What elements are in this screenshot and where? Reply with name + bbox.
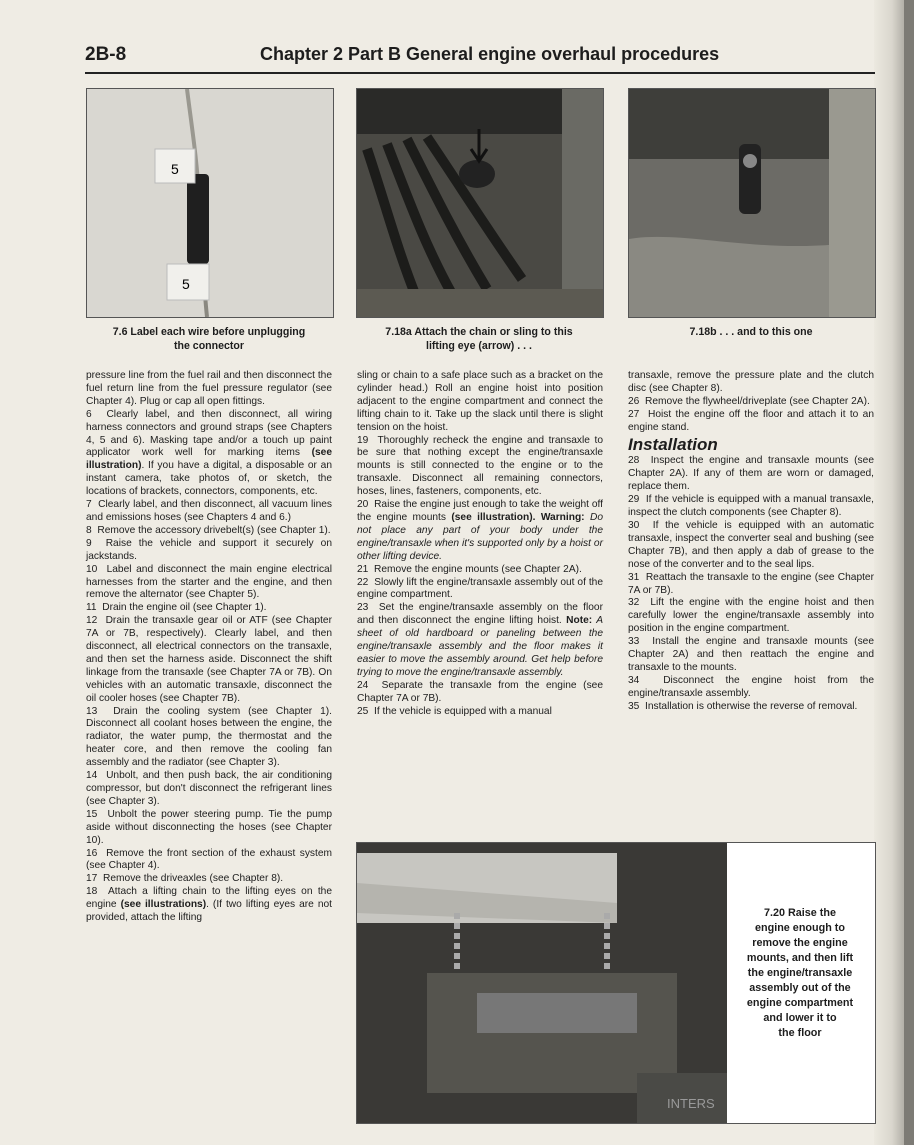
- step-number: 20: [357, 499, 369, 511]
- paragraph: [628, 409, 874, 435]
- step-number: 9: [86, 537, 92, 549]
- step-number: 23: [357, 602, 369, 614]
- paragraph: [628, 636, 874, 675]
- paragraph: [86, 770, 332, 809]
- caption-line: engine enough to: [755, 922, 845, 934]
- paragraph: [357, 602, 603, 679]
- step-number: 27: [628, 408, 640, 420]
- step-number: 16: [86, 847, 98, 859]
- step-number: 33: [628, 636, 640, 648]
- paragraph: [357, 435, 603, 500]
- figure-7-18b-caption: 7.18b . . . and to this one: [689, 326, 813, 338]
- caption-line: mounts, and then lift: [746, 952, 854, 964]
- caption-line: remove the engine: [752, 937, 848, 949]
- step-number: 8: [86, 524, 92, 536]
- header-rule: [85, 72, 875, 74]
- paragraph: [86, 499, 332, 525]
- figure-7-18b-photo: [628, 88, 876, 318]
- caption-line: assembly out of the: [749, 982, 851, 994]
- text-column-right: [628, 370, 874, 714]
- right-column-removal-steps: [628, 370, 874, 435]
- paragraph: [357, 577, 603, 603]
- step-text-continued: . (If two lifting eyes are not provided, attach the lifting: [86, 899, 332, 924]
- step-number: 17: [86, 873, 98, 885]
- step-text: Disconnect the engine hoist from the engine/transaxle assembly.: [628, 674, 874, 699]
- step-text: Inspect the engine and transaxle mounts (see Chapter 2A). If any of them are worn or damaged, replace them.: [628, 455, 874, 493]
- step-number: 19: [357, 434, 369, 446]
- step-text: If the vehicle is equipped with a manual transaxle, inspect the clutch components (see Chapter 8).: [628, 494, 874, 519]
- step-text: Clearly label, and then disconnect, all wiring harness connectors and ground straps (see Chapters 4, 5 and 6). Masking tape and/or a touch up paint applicator work well for marking items: [86, 408, 332, 459]
- step-text: Install the engine and transaxle mounts (see Chapter 2A) and then reattach the engine and transaxle to the mounts.: [628, 636, 874, 673]
- step-text: Separate the transaxle from the engine (see Chapter 7A or 7B).: [357, 679, 603, 704]
- step-number: 28: [628, 455, 640, 467]
- paragraph: [628, 701, 874, 714]
- step-italic-text: Do not place any part of your body under the engine/transaxle when it's supported only by a hoist or other lifting device.: [357, 511, 603, 562]
- step-number: 35: [628, 700, 640, 712]
- step-number: 25: [357, 705, 369, 717]
- step-text: Attach a lifting chain to the lifting eyes on the engine: [86, 886, 332, 911]
- step-text-continued: . If you have a digital, a disposable or an instant camera, take photos of, or sketch, the locations of brackets, connectors, components, etc.: [86, 460, 332, 498]
- step-text: Remove the front section of the exhaust system (see Chapter 4).: [86, 847, 332, 872]
- paragraph: [357, 370, 603, 435]
- step-text: Lift the engine with the engine hoist and then carefully lower the engine/transaxle assembly into position in the engine compartment.: [628, 597, 875, 635]
- step-bold-text: (see illustrations): [120, 899, 207, 911]
- installation-heading: Installation: [628, 434, 718, 454]
- step-number: 10: [86, 563, 98, 575]
- step-text: Raise the engine just enough to take the weight off the engine mounts: [357, 499, 603, 523]
- step-number: 12: [86, 615, 98, 627]
- step-text: transaxle, remove the pressure plate and the clutch disc (see Chapter 8).: [628, 370, 874, 394]
- paragraph: [357, 680, 603, 706]
- paragraph: [628, 597, 874, 636]
- step-text: Reattach the transaxle to the engine (see Chapter 7A or 7B).: [628, 571, 874, 596]
- paragraph: [86, 848, 332, 874]
- caption-line: the floor: [778, 1027, 822, 1039]
- paragraph: [86, 809, 332, 848]
- step-number: 15: [86, 808, 98, 820]
- paragraph: [86, 409, 332, 499]
- chapter-title: Chapter 2 Part B General engine overhaul procedures: [260, 44, 720, 64]
- paragraph: [357, 499, 603, 564]
- step-text: Drain the cooling system (see Chapter 1). Disconnect all coolant hoses between the engine, the radiator, the water pump, the thermostat and the heater core, and then remove the cooling fan assembly and the radiator (see Chapter 3).: [86, 705, 332, 769]
- page-number: 2B-8: [85, 44, 127, 65]
- paragraph: [628, 494, 874, 520]
- step-number: 14: [86, 770, 98, 782]
- step-number: 31: [628, 571, 640, 583]
- step-number: 30: [628, 519, 640, 531]
- step-number: 7: [86, 499, 92, 511]
- step-text: Label and disconnect the main engine electrical harnesses from the starter and the engine, and then remove the alternator (see Chapter 5).: [86, 563, 332, 601]
- figure-7-20-caption: [730, 906, 870, 1041]
- step-number: 18: [86, 886, 98, 898]
- figure-7-18a-photo: [356, 88, 604, 318]
- text-column-left: [86, 370, 332, 925]
- step-italic-text: A sheet of old hardboard or paneling between the engine/transaxle assembly and the floor makes it easier to move the assembly around. Get help before trying to move the engine/transaxle assembly.: [357, 615, 603, 678]
- caption-line: 7.20 Raise the: [763, 907, 837, 919]
- figure-7-6-caption: 7.6 Label each wire before unplugging the connector: [112, 326, 306, 352]
- step-text: sling or chain to a safe place such as a bracket on the cylinder head.) Roll an engine hoist into position adjacent to the engine compartment and connect the lifting chain to it. Take up the slack until there is slight tension on the hoist.: [357, 370, 603, 433]
- step-text: Remove the driveaxles (see Chapter 8).: [103, 873, 284, 885]
- paragraph: [86, 538, 332, 564]
- step-text: If the vehicle is equipped with an automatic transaxle, inspect the converter seal and bushing (see Chapter 7B), and then apply a dab of grease to the nose of the converter and to the seal lips.: [628, 519, 874, 570]
- paragraph: [357, 564, 603, 577]
- caption-line: the engine/transaxle: [747, 967, 853, 979]
- step-text: Raise the vehicle and support it securely on jackstands.: [86, 537, 332, 562]
- step-bold-text: Note:: [566, 615, 593, 627]
- step-text: Remove the flywheel/driveplate (see Chapter 2A).: [645, 395, 870, 407]
- paragraph: [86, 564, 332, 603]
- paragraph: [628, 370, 874, 396]
- step-number: 32: [628, 597, 640, 609]
- paragraph: [86, 370, 332, 409]
- step-text: Unbolt, and then push back, the air conditioning compressor, but don't disconnect the refrigerant lines (see Chapter 3).: [86, 770, 333, 807]
- step-number: 21: [357, 563, 369, 575]
- step-text: Clearly label, and then disconnect, all vacuum lines and emissions hoses (see Chapters 4 and 6.): [86, 499, 332, 523]
- paragraph: [86, 886, 332, 925]
- step-number: 29: [628, 494, 640, 506]
- paragraph: [628, 396, 874, 409]
- step-number: 22: [357, 576, 369, 588]
- paragraph: [628, 520, 874, 572]
- step-text: Remove the engine mounts (see Chapter 2A).: [374, 563, 582, 575]
- step-text: If the vehicle is equipped with a manual: [374, 705, 552, 717]
- step-number: 6: [86, 408, 92, 420]
- step-number: 11: [86, 602, 97, 614]
- step-text: Unbolt the power steering pump. Tie the pump aside without disconnecting the hoses (see Chapter 10).: [86, 808, 332, 846]
- step-text: Drain the transaxle gear oil or ATF (see Chapter 7A or 7B, respectively). Clearly label, and then disconnect, all electrical connectors on the transaxle, and then set the harness aside. Disconnect the shift linkage from the transaxle (see Chapter 7A or 7B). On vehicles with an automatic transaxle, disconnect the oil cooler hoses (see Chapter 7B).: [86, 615, 332, 704]
- step-text: Slowly lift the engine/transaxle assembly out of the engine compartment.: [357, 576, 603, 601]
- figure-7-6-photo: [86, 88, 334, 318]
- paragraph: [628, 455, 874, 494]
- step-text: Set the engine/transaxle assembly on the floor and then disconnect the engine lifting hoist.: [357, 602, 603, 627]
- paragraph: [628, 675, 874, 701]
- step-text: Thoroughly recheck the engine and transaxle to be sure that nothing except the engine/transaxle mounts is still connected to the engine or to the transaxle. Disconnect all remaining connectors, hoses, lines, fasteners, components, etc.: [357, 434, 603, 498]
- figure-7-18a-caption: 7.18a Attach the chain or sling to this lifting eye (arrow) . . .: [385, 326, 573, 352]
- wire-label-bottom: 5: [182, 276, 190, 292]
- paragraph: [86, 602, 332, 615]
- step-text: Installation is otherwise the reverse of removal.: [645, 700, 858, 712]
- step-number: 13: [86, 705, 98, 717]
- step-bold-text: (see illustration): [86, 447, 332, 472]
- step-number: 24: [357, 679, 369, 691]
- paragraph: [357, 706, 603, 719]
- caption-line: and lower it to: [763, 1012, 837, 1024]
- step-number: 34: [628, 674, 640, 686]
- step-number: 26: [628, 395, 640, 407]
- right-column-installation-steps: [628, 455, 874, 713]
- text-column-middle: [357, 370, 603, 718]
- paragraph: [86, 706, 332, 771]
- paragraph: [86, 615, 332, 705]
- step-text: Hoist the engine off the floor and attach it to an engine stand.: [628, 408, 874, 433]
- page-binding-edge: [904, 0, 914, 1145]
- step-text: Remove the accessory drivebelt(s) (see Chapter 1).: [97, 524, 331, 536]
- page-header: [0, 0, 914, 80]
- caption-line: engine compartment: [746, 997, 854, 1009]
- paragraph: [628, 572, 874, 598]
- paragraph: [86, 873, 332, 886]
- step-text: Drain the engine oil (see Chapter 1).: [102, 602, 267, 614]
- paragraph: [86, 525, 332, 538]
- photo-sign-text: INTERS: [667, 1096, 715, 1111]
- step-text: pressure line from the fuel rail and then disconnect the fuel return line from the fuel pressure regulator (see Chapter 4). Plug or cap all open fittings.: [86, 370, 332, 407]
- step-bold-text: (see illustration). Warning:: [451, 511, 585, 523]
- wire-label-top: 5: [171, 161, 179, 177]
